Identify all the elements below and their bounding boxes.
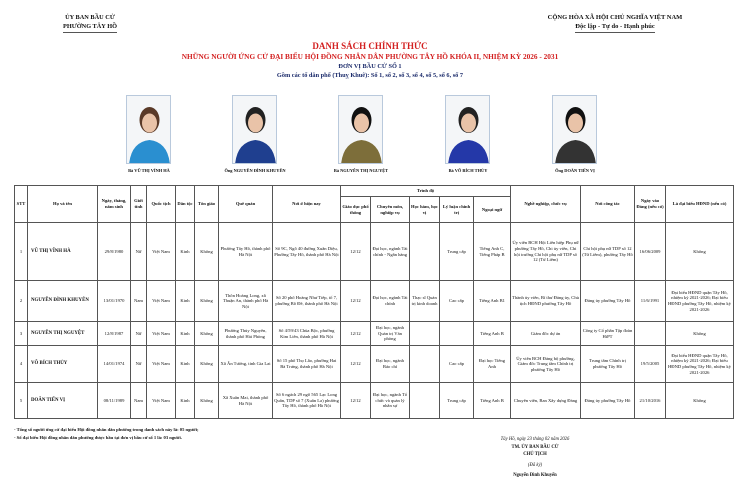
cell-dob: 12/8/1987 [98,322,131,346]
cell-gender: Nữ [131,346,147,383]
candidate-photo [338,95,383,164]
cell-nation: Việt Nam [147,322,176,346]
cell-religion: Không [195,281,219,322]
col-edu: Giáo dục phổ thông [341,197,371,223]
cell-lang: Đại học Tiếng Anh [474,346,511,383]
cell-work: Công ty Cổ phần Tập đoàn HiPT [581,322,635,346]
cell-politics: Cao cấp [440,281,474,322]
col-politics: Lý luận chính trị [440,197,474,223]
photo-caption: Bà VŨ THỊ VĨNH HÀ [128,168,170,173]
cell-lang: Tiếng Anh C, Tiếng Pháp B [474,223,511,281]
cell-residence: Số 4/59/43 Chùa Bộc, phường Kim Liên, thành phố Hà Nội [273,322,341,346]
cell-delegate: Đại biểu HĐND quận Tây Hồ, nhiệm kỳ 2021-2026; Đại biểu HĐND phường Tây Hồ, nhiệm kỳ 2021-2026 [666,346,734,383]
note-seats: - Số đại biểu Hội đồng nhân dân phường được bầu tại đơn vị bầu cử số 1 là: 03 người. [14,435,182,440]
col-lang: Ngoại ngữ [474,197,511,223]
issuer-line: ỦY BAN BẦU CỬ [65,14,115,21]
cell-residence: Số 6 ngách 29 ngõ 565 Lạc Long Quân, TDP số 7 (Xuân La) phường Tây Hồ, thành phố Hà Nội [273,383,341,419]
cell-dob: 13/01/1970 [98,281,131,322]
issuer-line: PHƯỜNG TÂY HỒ [63,22,117,33]
cell-gender: Nữ [131,322,147,346]
cell-nation: Việt Nam [147,223,176,281]
cell-hometown: Phường Thủy Nguyên, thành phố Hải Phòng [219,322,273,346]
photo-caption: Bà NGUYỄN THỊ NGUYỆT [333,168,389,173]
cell-gender: Nam [131,383,147,419]
cell-politics [440,322,474,346]
table-row [15,383,734,419]
cell-ethnic: Kinh [176,346,195,383]
cell-stt: 2 [15,281,28,322]
candidate-photo [126,95,171,164]
photo-caption: Ông NGUYỄN ĐÌNH KHUYÊN [224,168,286,173]
national-header [515,13,715,33]
title-block [0,40,740,80]
cell-name: DOÃN TIẾN VỊ [28,383,98,419]
cell-job: Ủy viên BCH Đảng bộ phường, Giám đốc Trung tâm Chính trị phường Tây Hồ [511,346,581,383]
col-party: Ngày vào Đảng (nếu có) [635,186,666,223]
table-row [15,281,734,322]
cell-nation: Việt Nam [147,346,176,383]
cell-nation: Việt Nam [147,383,176,419]
cell-lang: Tiếng Anh B [474,322,511,346]
cell-hometown: Xã Xuân Mai, thành phố Hà Nội [219,383,273,419]
candidate-photo [445,95,490,164]
signature-block [470,436,600,480]
cell-name: VŨ THỊ VĨNH HÀ [28,223,98,281]
cell-party: 19/5/2005 [635,346,666,383]
cell-degree [410,346,440,383]
cell-stt: 1 [15,223,28,281]
cell-dob: 08/11/1989 [98,383,131,419]
subtitle: NHỮNG NGƯỜI ỨNG CỬ ĐẠI BIỂU HỘI ĐỒNG NHÂN DÂN PHƯỜNG TÂY HỒ KHÓA II, NHIỆM KỲ 2026 - 2031 [181,52,559,61]
cell-ethnic: Kinh [176,281,195,322]
cell-major: Đại học, ngành Quản trị Văn phòng [371,322,410,346]
cell-gender: Nữ [131,223,147,281]
col-nation: Quốc tịch [147,186,176,223]
col-hometown: Quê quán [219,186,273,223]
cell-religion: Không [195,322,219,346]
cell-major: Đại học, ngành Báo chí [371,346,410,383]
cell-delegate: Đại biểu HĐND quận Tây Hồ, nhiệm kỳ 2021-2026; Đại biểu HĐND phường Tây Hồ, nhiệm kỳ 2021-2026 [666,281,734,322]
cell-ethnic: Kinh [176,223,195,281]
issuer-header [40,13,140,33]
notes [14,426,199,442]
cell-stt: 4 [15,346,28,383]
country-name: CỘNG HÒA XÃ HỘI CHỦ NGHĨA VIỆT NAM [547,14,683,21]
col-residence: Nơi ở hiện nay [273,186,341,223]
cell-major: Đại học, ngành Tài chính - Ngân hàng [371,223,410,281]
cell-work: Đảng ủy phường Tây Hồ [581,383,635,419]
cell-hometown: Thôn Hoàng Long, xã Thuận An, thành phố Hà Nội [219,281,273,322]
cell-job: Giám đốc dự án [511,322,581,346]
cell-religion: Không [195,223,219,281]
col-stt: STT [15,186,28,223]
cell-party [635,322,666,346]
cell-politics: Cao cấp [440,346,474,383]
cell-religion: Không [195,383,219,419]
cell-job: Chuyên viên, Ban Xây dựng Đảng [511,383,581,419]
table-row [15,322,734,346]
cell-gender: Nam [131,281,147,322]
cell-degree [410,322,440,346]
cell-job: Ủy viên BCH Hội Liên hiệp Phụ nữ phường Tây Hồ, Chi ủy viên, Chi hội trưởng Chi hội phụ nữ TDP số 12 (Từ Liêm) [511,223,581,281]
cell-name: VÕ BÍCH THỦY [28,346,98,383]
cell-degree: Thạc sĩ Quản trị kinh doanh [410,281,440,322]
cell-hometown: Phường Tây Hồ, thành phố Hà Nội [219,223,273,281]
cell-stt: 5 [15,383,28,419]
col-dob: Ngày, tháng, năm sinh [98,186,131,223]
cell-major: Đại học, ngành Tổ chức và quản lý nhân sự [371,383,410,419]
cell-degree [410,223,440,281]
unit-label: ĐƠN VỊ BẦU CỬ SỐ 1 [338,63,402,70]
sign-org: TM. ỦY BAN BẦU CỬ [511,444,559,450]
cell-work: Chi hội phụ nữ TDP số 12 (Từ Liêm), phường Tây Hồ [581,223,635,281]
cell-hometown: Xã Ân Tường, tỉnh Gia Lai [219,346,273,383]
cell-work: Đảng ủy phường Tây Hồ [581,281,635,322]
cell-name: NGUYỄN THỊ NGUYỆT [28,322,98,346]
photo-caption: Ông DOÃN TIẾN VỊ [555,168,595,173]
motto: Độc lập - Tự do - Hạnh phúc [575,22,654,33]
cell-stt: 3 [15,322,28,346]
cell-degree [410,383,440,419]
page-title: DANH SÁCH CHÍNH THỨC [312,41,428,51]
col-job: Nghề nghiệp, chức vụ [511,186,581,223]
cell-nation: Việt Nam [147,281,176,322]
sign-status: (Đã ký) [527,462,543,468]
note-total: - Tổng số người ứng cử đại biểu Hội đồng nhân dân phường trong danh sách này là: 05 người; [14,427,199,432]
cell-delegate: Không [666,383,734,419]
col-name: Họ và tên [28,186,98,223]
cell-residence: Số 9C, Ngõ 40 đường Xuân Diệu, Phường Tây Hồ, thành phố Hà Nội [273,223,341,281]
cell-party: 21/10/2016 [635,383,666,419]
cell-politics: Trung cấp [440,383,474,419]
cell-politics: Trung cấp [440,223,474,281]
cell-ethnic: Kinh [176,322,195,346]
photo-caption: Bà VÕ BÍCH THỦY [448,168,488,173]
cell-dob: 29/8/1980 [98,223,131,281]
cell-party: 16/06/2009 [635,223,666,281]
cell-edu: 12/12 [341,346,371,383]
table-row [15,223,734,281]
table-row [15,346,734,383]
col-gender: Giới tính [131,186,147,223]
col-degree: Học hàm, học vị [410,197,440,223]
cell-major: Đại học, ngành Tài chính [371,281,410,322]
cell-delegate: Không [666,322,734,346]
unit-description: Gồm các tổ dân phố (Thuỵ Khuê): Số 1, số 2, số 3, số 4, số 5, số 6, số 7 [276,72,464,79]
cell-edu: 12/12 [341,322,371,346]
cell-lang: Tiếng Anh B1 [474,281,511,322]
col-work: Nơi công tác [581,186,635,223]
cell-delegate: Không [666,223,734,281]
col-major: Chuyên môn, nghiệp vụ [371,197,410,223]
col-level: Trình độ [341,186,511,197]
cell-work: Trung tâm Chính trị phường Tây Hồ [581,346,635,383]
col-ethnic: Dân tộc [176,186,195,223]
cell-edu: 12/12 [341,383,371,419]
candidate-photo [232,95,277,164]
candidate-photo [552,95,597,164]
candidate-table [14,185,734,419]
cell-ethnic: Kinh [176,383,195,419]
cell-residence: Số 20 phố Hoàng Như Tiếp, tổ 7, phường Bồ Đề, thành phố Hà Nội [273,281,341,322]
signer-name: Nguyễn Đình Khuyến [513,473,557,478]
cell-religion: Không [195,346,219,383]
sign-role: CHỦ TỊCH [523,452,547,457]
cell-lang: Tiếng Anh B [474,383,511,419]
cell-party: 11/6/1991 [635,281,666,322]
cell-dob: 14/01/1974 [98,346,131,383]
cell-name: NGUYỄN ĐÌNH KHUYÊN [28,281,98,322]
col-delegate: Là đại biểu HĐND (nếu có) [666,186,734,223]
cell-job: Thành ủy viên, Bí thư Đảng ủy, Chủ tịch HĐND phường Tây Hồ [511,281,581,322]
cell-edu: 12/12 [341,223,371,281]
cell-residence: Số 15 phố Thọ Lão, phường Hai Bà Trưng, thành phố Hà Nội [273,346,341,383]
cell-edu: 12/12 [341,281,371,322]
col-religion: Tôn giáo [195,186,219,223]
sign-date: Tây Hồ, ngày 23 tháng 02 năm 2026 [500,437,570,442]
